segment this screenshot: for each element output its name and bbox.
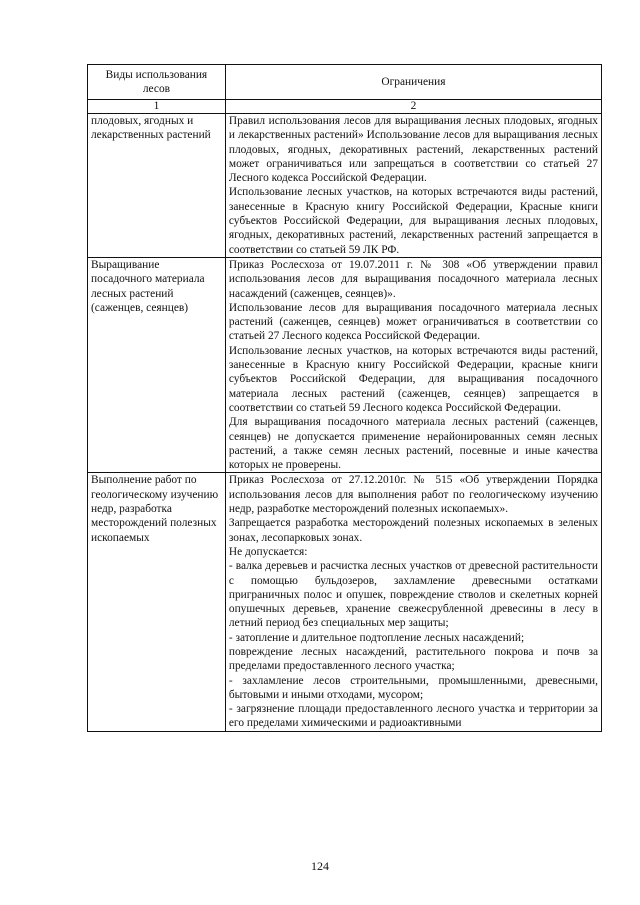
page-number: 124 [311,859,329,873]
restriction-paragraph: Для выращивания посадочного материала лесных растений (саженцев, сеянцев) не допускается применение нерайонированных семян лесных растений, а также семян лесных растений, посевные и иные качества которых не проверены. [228,416,598,472]
table-row [88,257,602,472]
restriction-paragraph: Использование лесов для выращивания посадочного материала лесных растений (саженцев, сеянцев) может ограничиваться в соответствии со статьей 27 Лесного кодекса Российской Федерации. [228,301,598,343]
restriction-paragraph: - валка деревьев и расчистка лесных участков от древесной растительности с помощью бульдозеров, захламление древесными остатками приграничных полос и опушек, повреждение стволов и скелетных корней опушечных деревьев, хранение свежесрубленной древесины в лесу в летний период без специальных мер защиты; [228,560,598,630]
table-header-row [88,65,602,100]
restriction-paragraph: Не допускается: [228,545,308,558]
column-number-row [88,100,602,114]
restriction-paragraph: повреждение лесных насаждений, растительного покрова и почв за пределами предоставленного лесного участка; [228,645,598,673]
restriction-cell [225,473,601,731]
restriction-paragraph: Запрещается разработка месторождений полезных ископаемых в зеленых зонах, лесопарковых зонах. [228,517,598,544]
forest-use-type-cell: плодовых, ягодных и лекарственных растений [88,114,226,258]
restriction-paragraph: Приказ Рослесхоза от 27.12.2010г. № 515 «Об утверждении Порядка использования лесов для выполнения работ по геологическому изучению недр, разработке месторождений полезных ископаемых». [228,474,598,516]
column-number-2: 2 [225,100,601,114]
restriction-paragraph: Приказ Рослесхоза от 19.07.2011 г. № 308 «Об утверждении правил использования лесов для выращивания посадочного материала лесных насаждений (саженцев, сеянцев)». [228,258,598,300]
restriction-paragraph: - затопление и длительное подтопление лесных насаждений; [228,631,525,644]
restriction-paragraph: - захламление лесов строительными, промышленными, древесными, бытовыми и иными отходами, мусором; [228,674,598,701]
restrictions-table [87,64,602,732]
restriction-paragraph: Использование лесных участков, на которых встречаются виды растений, занесенные в Красную книгу Российской Федерации, Красные книги субъектов Российской Федерации, для выращивания лесных плодовых, ягодных, декоративных растений, лекарственных растений запрещается в соответствии со статьей 59 ЛК РФ. [228,186,598,256]
header-forest-use-types: Виды использования лесов [88,65,226,100]
table-row [88,114,602,258]
restriction-paragraph: Использование лесных участков, на которых встречаются виды растений, занесенные в Красную книгу Российской Федерации, красные книги субъектов Российской Федерации, для выращивания посадочного материала лесных растений (саженцев, сеянцев) запрещается в соответствии со статьей 59 Лесного кодекса Российской Федерации. [228,344,598,414]
forest-use-type-cell: Выращивание посадочного материала лесных растений (саженцев, сеянцев) [88,257,226,472]
restriction-cell [225,114,601,258]
forest-use-type-cell: Выполнение работ по геологическому изучению недр, разработка месторождений полезных ископаемых [88,473,226,731]
restriction-paragraph: Правил использования лесов для выращивания лесных плодовых, ягодных и лекарственных растений» Использование лесов для выращивания лесных плодовых, ягодных, декоративных растений, лекарственных растений может ограничиваться или запрещаться в соответствии со статьей 27 Лесного кодекса Российской Федерации. [228,115,598,185]
restriction-paragraph: - загрязнение площади предоставленного лесного участка и территории за его пределами химическими и радиоактивными [228,703,598,730]
table-row [88,473,602,731]
column-number-1: 1 [88,100,226,114]
header-restrictions: Ограничения [225,65,601,100]
restriction-cell [225,257,601,472]
